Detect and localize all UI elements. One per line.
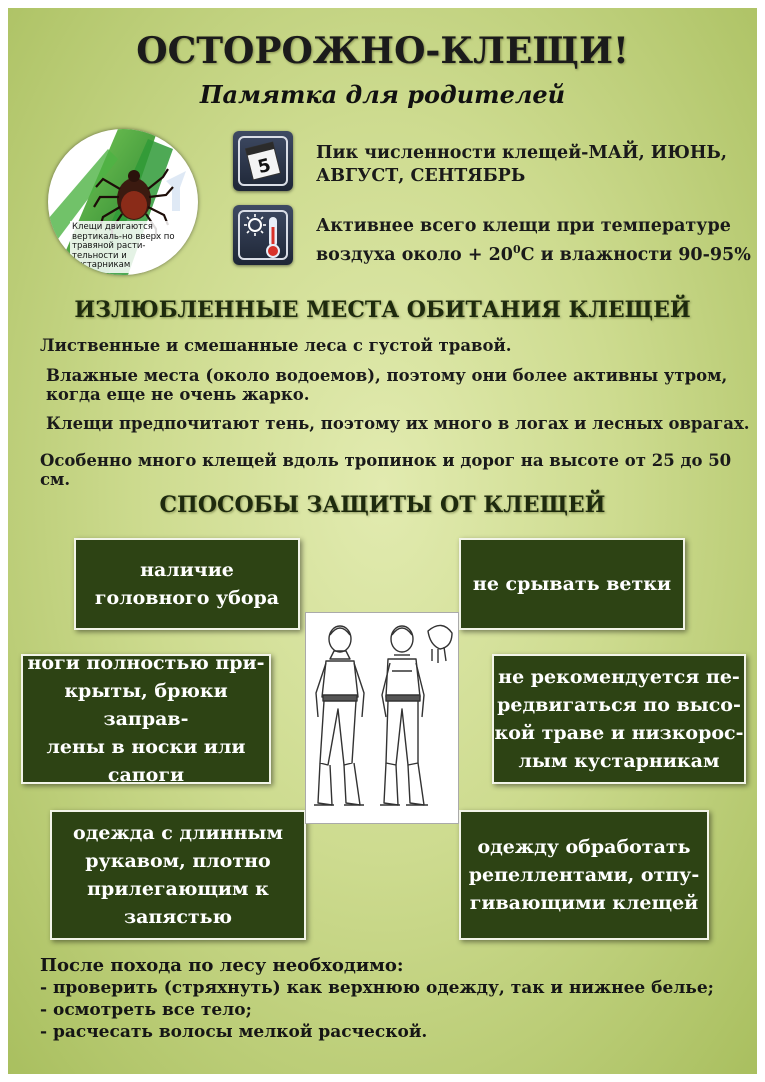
- box-line: кой траве и низкорос-: [494, 722, 744, 744]
- box-line: лым кустарникам: [518, 750, 720, 772]
- tick-illustration: [48, 129, 198, 275]
- fact-peak-line-1: Пик численности клещей-МАЙ, ИЮНЬ,: [316, 143, 727, 163]
- protection-box-legs: [21, 654, 271, 784]
- after-walk-block: [40, 955, 714, 1043]
- habitat-item: Особенно много клещей вдоль тропинок и дорог на высоте от 25 до 50 см.: [40, 451, 732, 489]
- calendar-number: 5: [255, 154, 273, 179]
- habitat-item: Клещи предпочитают тень, поэтому их много в логах и лесных оврагах.: [46, 414, 750, 433]
- degree-superscript: 0: [512, 243, 521, 256]
- after-walk-item: - расчесать волосы мелкой расческой.: [40, 1022, 428, 1042]
- box-line: не рекомендуется пе-: [498, 666, 740, 688]
- after-walk-item: - осмотреть все тело;: [40, 1000, 252, 1020]
- protection-box-repellent: [459, 810, 709, 940]
- box-line: наличие: [140, 559, 234, 581]
- after-walk-heading: После похода по лесу необходимо:: [40, 955, 404, 976]
- box-line: гивающими клещей: [469, 892, 699, 914]
- protective-suit-figures-icon: [306, 613, 458, 823]
- calendar-icon: [233, 131, 293, 191]
- box-line: ноги полностью при-: [27, 652, 265, 674]
- protection-box-sleeves: [50, 810, 306, 940]
- fact-temperature-line-2-end: С и влажности 90-95%: [520, 244, 751, 265]
- fact-peak-line-2: АВГУСТ, СЕНТЯБРЬ: [316, 166, 526, 186]
- protection-heading: СПОСОБЫ ЗАЩИТЫ ОТ КЛЕЩЕЙ: [159, 492, 606, 518]
- box-line: прилегающим к: [87, 878, 269, 900]
- protective-clothing-illustration: [305, 612, 459, 824]
- fact-temperature: [316, 215, 751, 267]
- box-line: сапоги: [107, 764, 185, 786]
- protection-box-tall-grass: [492, 654, 746, 784]
- calendar-tile: [233, 131, 293, 191]
- fact-temperature-line-2-start: воздуха около + 20: [316, 244, 513, 265]
- fact-temperature-line-1: Активнее всего клещи при температуре: [316, 216, 731, 236]
- poster-title: ОСТОРОЖНО-КЛЕЩИ!: [136, 30, 629, 72]
- poster-subtitle: Памятка для родителей: [199, 80, 566, 109]
- box-line: не срывать ветки: [472, 573, 672, 595]
- habitat-item: Лиственные и смешанные леса с густой травой.: [40, 336, 512, 355]
- thermometer-icon: [233, 205, 293, 265]
- box-line: головного убора: [94, 587, 280, 609]
- box-line: одежда с длинным: [73, 822, 283, 844]
- box-line: рукавом, плотно: [85, 850, 271, 872]
- box-line: репеллентами, отпу-: [468, 864, 700, 886]
- tick-caption: Клещи двигаются вертикаль-но вверх по травяной расти-тельности и кустарникам: [70, 221, 184, 273]
- protection-box-branches: [459, 538, 685, 630]
- protection-box-headwear: [74, 538, 300, 630]
- fact-peak: [316, 142, 727, 188]
- box-line: редвигаться по высо-: [497, 694, 741, 716]
- box-line: одежду обработать: [477, 836, 691, 858]
- habitat-item-line: Влажные места (около водоемов), поэтому они более активны утром,: [46, 366, 728, 385]
- thermometer-tile: [233, 205, 293, 265]
- habitat-item-line: когда еще не очень жарко.: [46, 385, 310, 404]
- habitat-item: [46, 366, 727, 404]
- box-line: лены в носки или: [46, 736, 246, 758]
- box-line: запястью: [123, 906, 233, 928]
- box-line: крыты, брюки заправ-: [64, 680, 228, 730]
- after-walk-item: - проверить (стряхнуть) как верхнюю одежду, так и нижнее белье;: [40, 978, 714, 998]
- habitat-heading: ИЗЛЮБЛЕННЫЕ МЕСТА ОБИТАНИЯ КЛЕЩЕЙ: [74, 297, 691, 323]
